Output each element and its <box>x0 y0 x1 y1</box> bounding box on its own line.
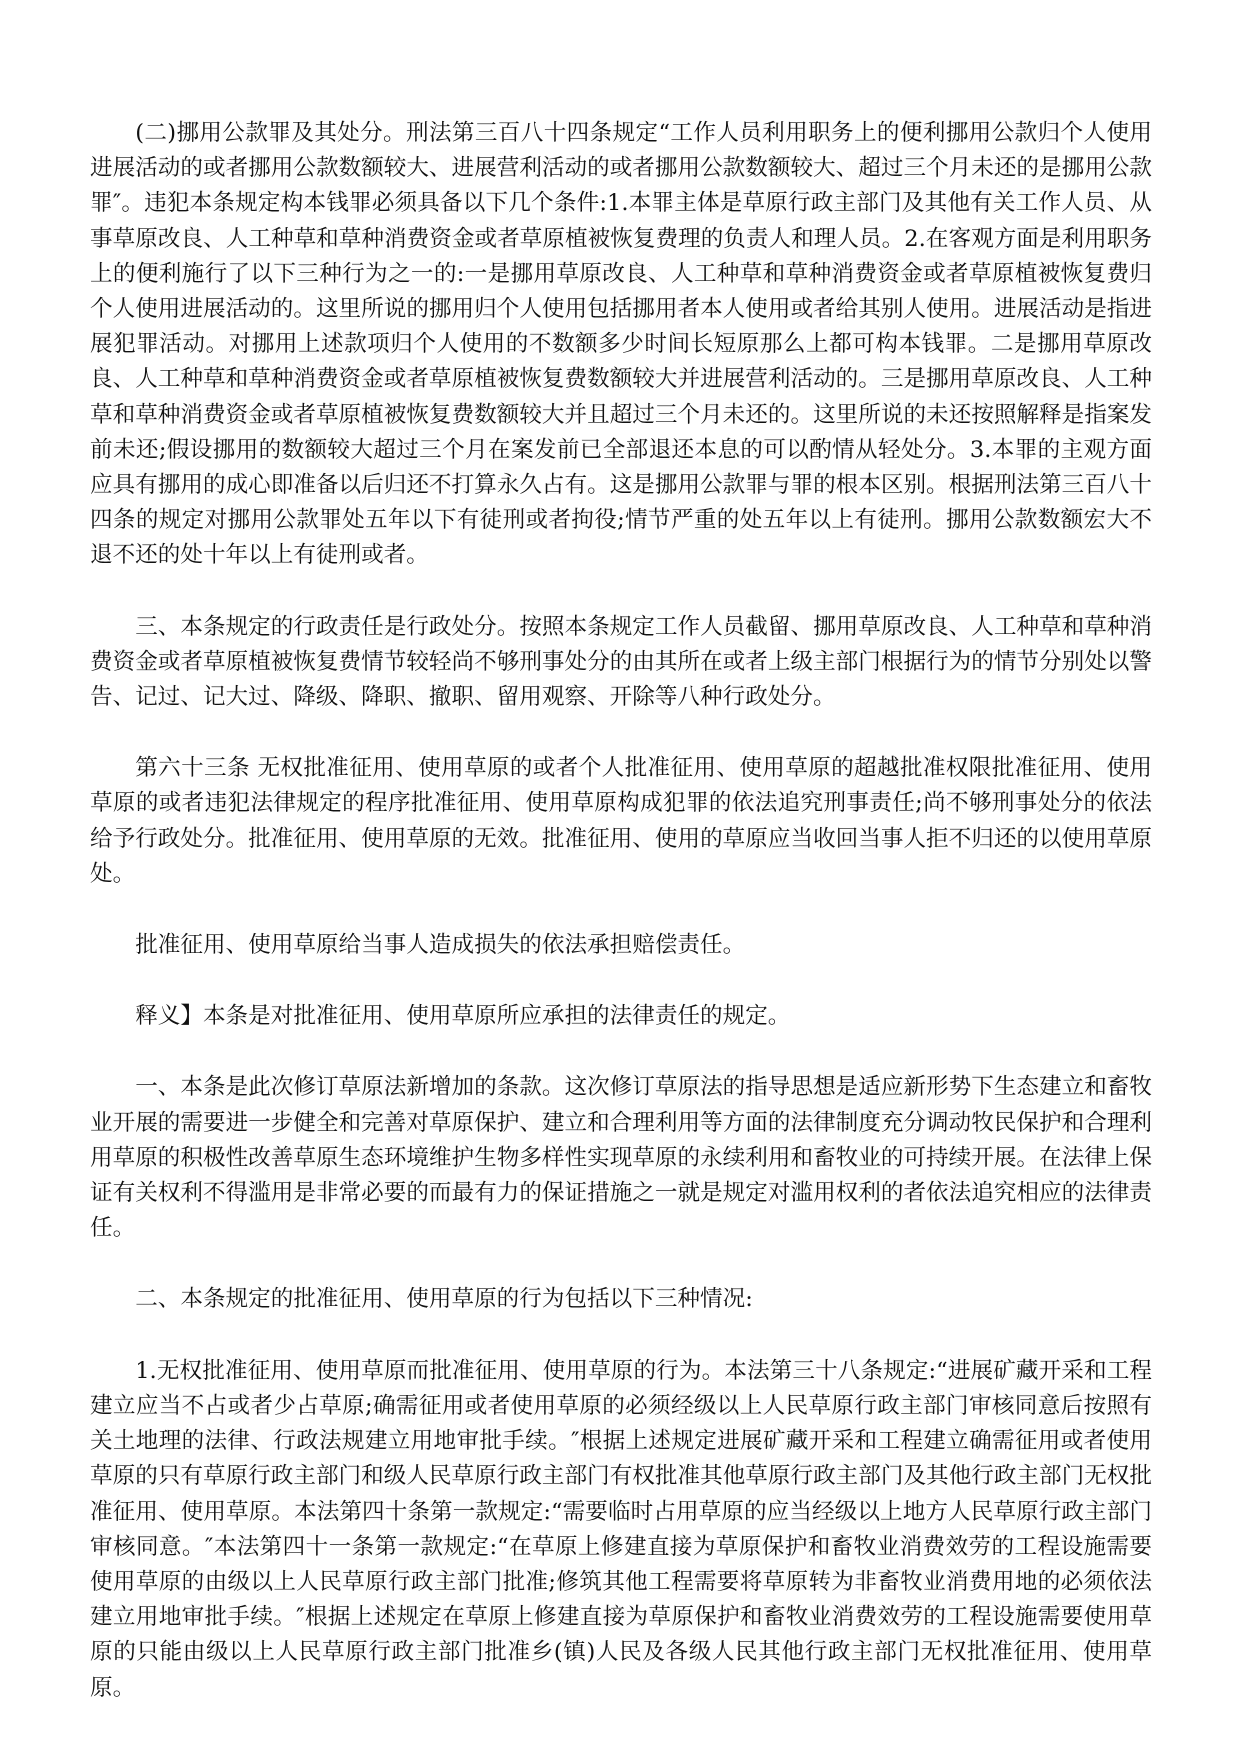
paragraph-embezzlement-crime: (二)挪用公款罪及其处分。刑法第三百八十四条规定“工作人员利用职务上的便利挪用公款归个人使用进展活动的或者挪用公款数额较大、进展营利活动的或者挪用公款数额较大、超过三个月未还的是挪用公款罪″。违犯本条规定构本钱罪必须具备以下几个条件:1.本罪主体是草原行政主部门及其他有关工作人员、从事草原改良、人工种草和草种消费资金或者草原植被恢复费理的负责人和理人员。2.在客观方面是利用职务上的便利施行了以下三种行为之一的:一是挪用草原改良、人工种草和草种消费资金或者草原植被恢复费归个人使用进展活动的。这里所说的挪用归个人使用包括挪用者本人使用或者给其别人使用。进展活动是指进展犯罪活动。对挪用上述款项归个人使用的不数额多少时间长短原那么上都可构本钱罪。二是挪用草原改良、人工种草和草种消费资金或者草原植被恢复费数额较大并进展营利活动的。三是挪用草原改良、人工种草和草种消费资金或者草原植被恢复费数额较大并且超过三个月未还的。这里所说的未还按照解释是指案发前未还;假设挪用的数额较大超过三个月在案发前已全部退还本息的可以酌情从轻处分。3.本罪的主观方面应具有挪用的成心即准备以后归还不打算永久占有。这是挪用公款罪与罪的根本区别。根据刑法第三百八十四条的规定对挪用公款罪处五年以下有徒刑或者拘役;情节严重的处五年以上有徒刑。挪用公款数额宏大不退不还的处十年以上有徒刑或者。 <box>90 120 1152 569</box>
paragraph-unauthorized-approval: 1.无权批准征用、使用草原而批准征用、使用草原的行为。本法第三十八条规定:“进展矿藏开采和工程建立应当不占或者少占草原;确需征用或者使用草原的必须经级以上人民草原行政主部门审核同意后按照有关土地理的法律、行政法规建立用地审批手续。″根据上述规定进展矿藏开采和工程建立确需征用或者使用草原的只有草原行政主部门和级人民草原行政主部门有权批准其他草原行政主部门及其他行政主部门无权批准征用、使用草原。本法第四十条第一款规定:“需要临时占用草原的应当经级以上地方人民草原行政主部门审核同意。″本法第四十一条第一款规定:“在草原上修建直接为草原保护和畜牧业消费效劳的工程设施需要使用草原的由级以上人民草原行政主部门批准;修筑其他工程需要将草原转为非畜牧业消费用地的必须依法建立用地审批手续。″根据上述规定在草原上修建直接为草原保护和畜牧业消费效劳的工程设施需要使用草原的只能由级以上人民草原行政主部门批准乡(镇)人民及各级人民其他行政主部门无权批准征用、使用草原。 <box>90 1357 1152 1701</box>
paragraph-administrative-liability: 三、本条规定的行政责任是行政处分。按照本条规定工作人员截留、挪用草原改良、人工种草和草种消费资金或者草原植被恢复费情节较轻尚不够刑事处分的由其所在或者上级主部门根据行为的情节分别处以警告、记过、记大过、降级、降职、撤职、留用观察、开除等八种行政处分。 <box>90 613 1152 711</box>
paragraph-compensation: 批准征用、使用草原给当事人造成损失的依法承担赔偿责任。 <box>135 932 746 959</box>
paragraph-new-article: 一、本条是此次修订草原法新增加的条款。这次修订草原法的指导思想是适应新形势下生态建立和畜牧业开展的需要进一步健全和完善对草原保护、建立和合理利用等方面的法律制度充分调动牧民保护和合理利用草原的积极性改善草原生态环境维护生物多样性实现草原的永续利用和畜牧业的可持续开展。在法律上保证有关权利不得滥用是非常必要的而最有力的保证措施之一就是规定对滥用权利的者依法追究相应的法律责任。 <box>90 1074 1152 1242</box>
document-page <box>90 116 1152 1742</box>
paragraph-three-situations: 二、本条规定的批准征用、使用草原的行为包括以下三种情况: <box>135 1286 753 1313</box>
paragraph-article-63: 第六十三条 无权批准征用、使用草原的或者个人批准征用、使用草原的超越批准权限批准征用、使用草原的或者违犯法律规定的程序批准征用、使用草原构成犯罪的依法追究刑事责任;尚不够刑事处分的依法给予行政处分。批准征用、使用草原的无效。批准征用、使用的草原应当收回当事人拒不归还的以使用草原处。 <box>90 755 1152 887</box>
paragraph-interpretation: 释义】本条是对批准征用、使用草原所应承担的法律责任的规定。 <box>135 1003 791 1030</box>
